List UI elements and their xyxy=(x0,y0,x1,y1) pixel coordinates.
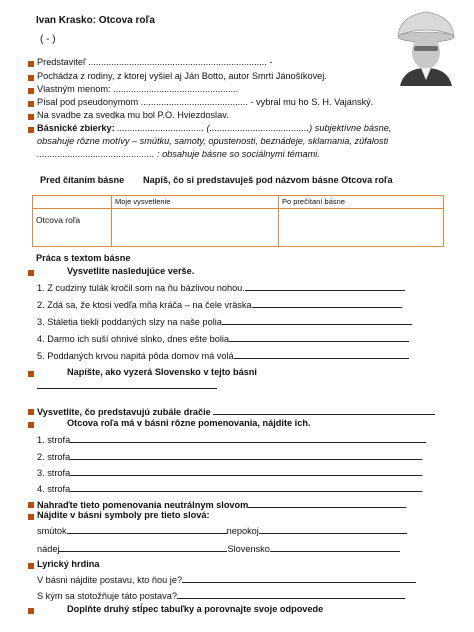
verse-line-2: 2. Zdá sa, že ktosi vedľa mňa kráča – na čele vráska xyxy=(37,298,402,310)
table-header-col1: Moje vysvetlenie xyxy=(112,196,279,209)
answer-blank[interactable] xyxy=(213,405,435,415)
intro-line-2: Pochádza z rodiny, z ktorej vyšiel aj Ján Botto, autor Smrti Jánošíkovej. xyxy=(37,71,327,81)
document-title: Ivan Krasko: Otcova roľa xyxy=(36,15,155,26)
verse-line-3: 3. Stáletia tiekli poddaných slzy na naše polia xyxy=(37,315,412,327)
stotoznuje-question: S kým sa stotožňuje táto postava? xyxy=(37,589,405,601)
strofa-line-4: 4. strofa xyxy=(37,482,422,494)
bullet-icon xyxy=(28,608,34,614)
answer-blank[interactable] xyxy=(177,589,405,599)
pre-reading-task: Napíš, čo si predstavuješ pod názvom básne Otcova roľa xyxy=(143,175,393,185)
answer-blank[interactable] xyxy=(229,332,409,342)
table-row-label: Otcova roľa xyxy=(33,209,112,247)
verse-line-4: 4. Darmo ich suší ohnivé slnko, dnes ešte bolia xyxy=(37,332,409,344)
symbol-row-1: smútok nepokoj xyxy=(37,524,407,536)
bullet-icon xyxy=(28,502,34,508)
bullet-icon xyxy=(28,409,34,415)
table-corner-cell xyxy=(33,196,112,209)
doplnte-task: Doplňte druhý stĺpec tabuľky a porovnajte svoje odpovede xyxy=(67,604,324,614)
answer-blank[interactable] xyxy=(67,524,227,534)
intro-line-4: Písal pod pseudonymom .......................................... - vybral mu ho S. H. Vajanský. xyxy=(37,97,374,107)
zbierky-line-1 xyxy=(37,123,391,133)
intro-line-1: Predstaviteľ ...................................................................... - xyxy=(37,57,273,67)
answer-blank[interactable] xyxy=(182,573,416,583)
answer-blank[interactable] xyxy=(37,379,217,389)
symboly-task: Nájdite v básni symboly pre tieto slová: xyxy=(37,510,210,520)
answer-blank[interactable] xyxy=(70,433,426,443)
verse-line-1: 1. Z cudziny tulák kročil som na ňu bázlivou nohou. xyxy=(37,281,405,293)
intro-line-3: Vlastným menom: ................................................. xyxy=(37,84,239,94)
symbol-row-2: nádej Slovensko xyxy=(37,542,400,554)
bullet-icon xyxy=(28,270,34,276)
work-heading: Práca s textom básne xyxy=(36,253,131,263)
answer-blank[interactable] xyxy=(248,498,406,508)
zbierky-label: Básnické zbierky: xyxy=(37,123,115,133)
postavu-question: V básni nájdite postavu, kto ňou je? xyxy=(37,573,416,585)
pre-reading-heading: Pred čítaním básne xyxy=(40,175,125,185)
table-cell-my-explanation[interactable] xyxy=(112,209,279,247)
answer-blank[interactable] xyxy=(270,542,400,552)
bullet-icon xyxy=(28,127,34,133)
strofa-line-3: 3. strofa xyxy=(37,466,422,478)
explain-verses-task: Vysvetlite nasledujúce verše. xyxy=(67,266,195,276)
answer-blank[interactable] xyxy=(245,281,405,291)
author-portrait-photo xyxy=(396,6,456,86)
bullet-icon xyxy=(28,514,34,520)
answer-blank[interactable] xyxy=(222,315,412,325)
dracie-task: Vysvetlite, čo predstavujú zubále dračie xyxy=(37,405,435,417)
zbierky-line-1-rest: .................................. (.......................................) subjektívne básne, xyxy=(114,123,392,133)
bullet-icon xyxy=(28,371,34,377)
bullet-icon xyxy=(28,61,34,67)
zbierky-line-3: .............................................. : obsahuje básne so sociálnymi témami. xyxy=(37,149,320,159)
bullet-icon xyxy=(28,88,34,94)
bullet-icon xyxy=(28,114,34,120)
table-header-col2: Po prečítaní básne xyxy=(279,196,444,209)
table-cell-after-reading[interactable] xyxy=(279,209,444,247)
slovensko-task: Napíšte, ako vyzerá Slovensko v tejto básni xyxy=(67,367,257,377)
answer-blank[interactable] xyxy=(234,349,409,359)
answer-blank[interactable] xyxy=(70,466,422,476)
nahradte-task: Nahraďte tieto pomenovania neutrálnym slovom xyxy=(37,498,406,510)
comparison-table xyxy=(32,195,444,247)
answer-blank[interactable] xyxy=(259,524,407,534)
lyricky-hrdina-heading: Lyrický hrdina xyxy=(37,559,100,569)
bullet-icon xyxy=(28,422,34,428)
bullet-icon xyxy=(28,101,34,107)
lifespan-placeholder: ( - ) xyxy=(40,34,56,45)
bullet-icon xyxy=(28,75,34,81)
answer-blank[interactable] xyxy=(70,482,422,492)
answer-blank[interactable] xyxy=(70,450,422,460)
bullet-icon xyxy=(28,563,34,569)
pomenovania-task: Otcova roľa má v básni rôzne pomenovania, nájdite ich. xyxy=(67,418,311,428)
answer-blank[interactable] xyxy=(252,298,402,308)
zbierky-line-2: obsahuje rôzne motívy – smútku, samoty, opustenosti, beznádeje, sklamania, zúfalosti xyxy=(37,136,389,146)
intro-line-5: Na svadbe za svedka mu bol P.O. Hviezdoslav. xyxy=(37,110,229,120)
strofa-line-1: 1. strofa xyxy=(37,433,426,445)
strofa-line-2: 2. strofa xyxy=(37,450,422,462)
answer-blank[interactable] xyxy=(59,542,227,552)
verse-line-5: 5. Poddaných krvou napitá pôda domov má volá xyxy=(37,349,409,361)
